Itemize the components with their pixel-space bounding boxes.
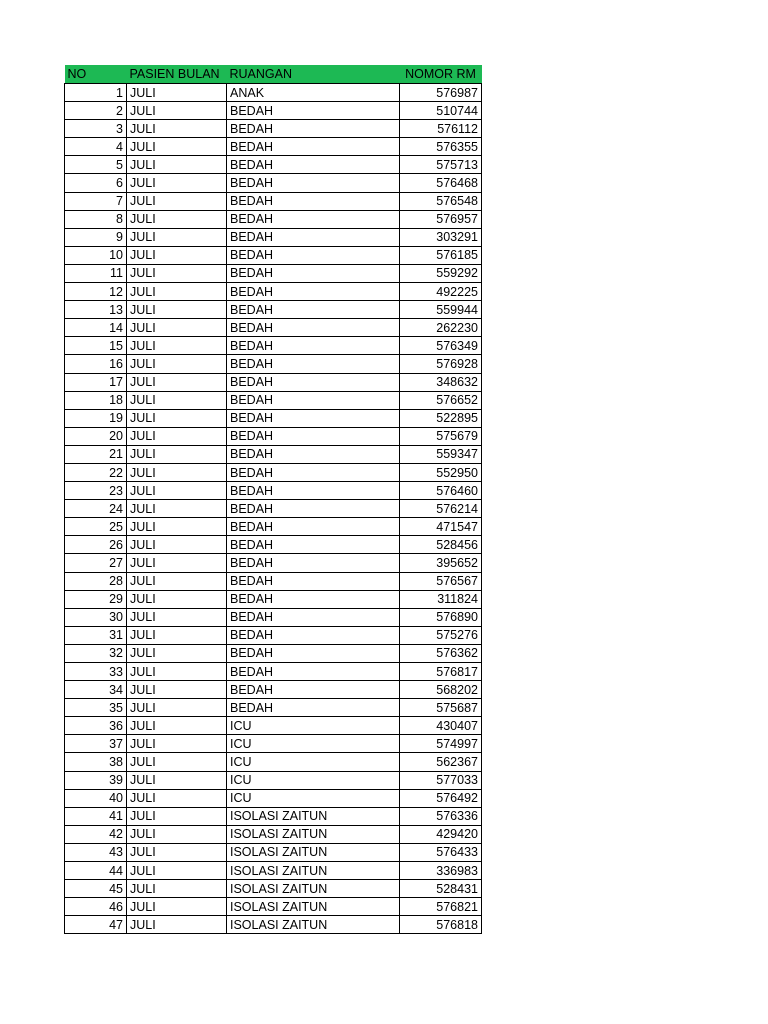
cell-ruangan: BEDAH: [227, 174, 400, 192]
cell-pasien-bulan: JULI: [127, 789, 227, 807]
table-body: [65, 84, 482, 934]
cell-pasien-bulan: JULI: [127, 427, 227, 445]
cell-pasien-bulan: JULI: [127, 554, 227, 572]
table-row: [65, 138, 482, 156]
cell-ruangan: BEDAH: [227, 120, 400, 138]
cell-pasien-bulan: JULI: [127, 699, 227, 717]
cell-ruangan: BEDAH: [227, 301, 400, 319]
cell-no: 28: [65, 572, 127, 590]
cell-no: 22: [65, 463, 127, 481]
table-row: [65, 283, 482, 301]
table-row: [65, 916, 482, 934]
cell-ruangan: ICU: [227, 735, 400, 753]
table-row: [65, 301, 482, 319]
cell-ruangan: BEDAH: [227, 102, 400, 120]
cell-no: 27: [65, 554, 127, 572]
cell-no: 30: [65, 608, 127, 626]
cell-nomor-rm: 576957: [400, 210, 482, 228]
cell-ruangan: BEDAH: [227, 681, 400, 699]
cell-no: 24: [65, 500, 127, 518]
cell-no: 17: [65, 373, 127, 391]
cell-ruangan: BEDAH: [227, 264, 400, 282]
table-row: [65, 626, 482, 644]
cell-ruangan: ISOLASI ZAITUN: [227, 880, 400, 898]
cell-ruangan: BEDAH: [227, 663, 400, 681]
cell-nomor-rm: 576433: [400, 843, 482, 861]
table-row: [65, 572, 482, 590]
cell-pasien-bulan: JULI: [127, 608, 227, 626]
cell-pasien-bulan: JULI: [127, 156, 227, 174]
cell-nomor-rm: 562367: [400, 753, 482, 771]
cell-pasien-bulan: JULI: [127, 898, 227, 916]
table-row: [65, 644, 482, 662]
cell-ruangan: BEDAH: [227, 427, 400, 445]
table-row: [65, 482, 482, 500]
table-row: [65, 536, 482, 554]
cell-nomor-rm: 576928: [400, 355, 482, 373]
cell-nomor-rm: 575276: [400, 626, 482, 644]
table-row: [65, 84, 482, 102]
cell-ruangan: BEDAH: [227, 210, 400, 228]
cell-no: 9: [65, 228, 127, 246]
cell-pasien-bulan: JULI: [127, 355, 227, 373]
cell-pasien-bulan: JULI: [127, 174, 227, 192]
cell-pasien-bulan: JULI: [127, 825, 227, 843]
cell-ruangan: BEDAH: [227, 283, 400, 301]
cell-ruangan: BEDAH: [227, 590, 400, 608]
cell-ruangan: BEDAH: [227, 518, 400, 536]
cell-ruangan: BEDAH: [227, 355, 400, 373]
cell-pasien-bulan: JULI: [127, 210, 227, 228]
table-row: [65, 319, 482, 337]
cell-no: 8: [65, 210, 127, 228]
header-row: [65, 65, 482, 84]
cell-ruangan: BEDAH: [227, 626, 400, 644]
cell-no: 16: [65, 355, 127, 373]
cell-no: 18: [65, 391, 127, 409]
cell-nomor-rm: 576349: [400, 337, 482, 355]
cell-pasien-bulan: JULI: [127, 391, 227, 409]
cell-pasien-bulan: JULI: [127, 717, 227, 735]
cell-no: 25: [65, 518, 127, 536]
cell-nomor-rm: 430407: [400, 717, 482, 735]
cell-pasien-bulan: JULI: [127, 626, 227, 644]
cell-no: 14: [65, 319, 127, 337]
cell-no: 15: [65, 337, 127, 355]
cell-no: 7: [65, 192, 127, 210]
cell-ruangan: ICU: [227, 717, 400, 735]
cell-ruangan: ISOLASI ZAITUN: [227, 862, 400, 880]
table-row: [65, 174, 482, 192]
cell-ruangan: BEDAH: [227, 138, 400, 156]
cell-no: 37: [65, 735, 127, 753]
table-row: [65, 825, 482, 843]
cell-nomor-rm: 576214: [400, 500, 482, 518]
cell-no: 33: [65, 663, 127, 681]
cell-ruangan: ICU: [227, 789, 400, 807]
cell-nomor-rm: 348632: [400, 373, 482, 391]
cell-nomor-rm: 552950: [400, 463, 482, 481]
table-row: [65, 843, 482, 861]
cell-no: 26: [65, 536, 127, 554]
cell-nomor-rm: 492225: [400, 283, 482, 301]
table-row: [65, 735, 482, 753]
cell-pasien-bulan: JULI: [127, 445, 227, 463]
cell-ruangan: BEDAH: [227, 409, 400, 427]
cell-nomor-rm: 576468: [400, 174, 482, 192]
cell-ruangan: BEDAH: [227, 337, 400, 355]
cell-pasien-bulan: JULI: [127, 84, 227, 102]
cell-no: 47: [65, 916, 127, 934]
table-row: [65, 699, 482, 717]
cell-no: 6: [65, 174, 127, 192]
table-row: [65, 807, 482, 825]
cell-no: 21: [65, 445, 127, 463]
header-nomor-rm: NOMOR RM: [400, 65, 482, 84]
cell-pasien-bulan: JULI: [127, 880, 227, 898]
table-row: [65, 373, 482, 391]
header-pasien-bulan: PASIEN BULAN: [127, 65, 227, 84]
cell-ruangan: BEDAH: [227, 482, 400, 500]
cell-pasien-bulan: JULI: [127, 644, 227, 662]
table-row: [65, 102, 482, 120]
table-row: [65, 391, 482, 409]
cell-pasien-bulan: JULI: [127, 771, 227, 789]
cell-nomor-rm: 576336: [400, 807, 482, 825]
table-row: [65, 192, 482, 210]
cell-no: 40: [65, 789, 127, 807]
cell-no: 46: [65, 898, 127, 916]
cell-no: 29: [65, 590, 127, 608]
cell-no: 20: [65, 427, 127, 445]
cell-nomor-rm: 576185: [400, 246, 482, 264]
cell-no: 10: [65, 246, 127, 264]
cell-pasien-bulan: JULI: [127, 862, 227, 880]
cell-no: 39: [65, 771, 127, 789]
patient-table: [64, 65, 482, 934]
cell-no: 41: [65, 807, 127, 825]
cell-pasien-bulan: JULI: [127, 264, 227, 282]
cell-nomor-rm: 577033: [400, 771, 482, 789]
table-row: [65, 663, 482, 681]
cell-ruangan: BEDAH: [227, 644, 400, 662]
cell-ruangan: ISOLASI ZAITUN: [227, 916, 400, 934]
cell-no: 38: [65, 753, 127, 771]
cell-ruangan: BEDAH: [227, 156, 400, 174]
cell-nomor-rm: 510744: [400, 102, 482, 120]
cell-nomor-rm: 471547: [400, 518, 482, 536]
cell-nomor-rm: 303291: [400, 228, 482, 246]
header-ruangan: RUANGAN: [227, 65, 400, 84]
table-row: [65, 771, 482, 789]
cell-nomor-rm: 576355: [400, 138, 482, 156]
cell-pasien-bulan: JULI: [127, 463, 227, 481]
cell-ruangan: ICU: [227, 771, 400, 789]
cell-no: 19: [65, 409, 127, 427]
cell-pasien-bulan: JULI: [127, 518, 227, 536]
cell-nomor-rm: 528456: [400, 536, 482, 554]
cell-pasien-bulan: JULI: [127, 663, 227, 681]
table-row: [65, 120, 482, 138]
cell-no: 1: [65, 84, 127, 102]
cell-ruangan: ISOLASI ZAITUN: [227, 825, 400, 843]
cell-pasien-bulan: JULI: [127, 681, 227, 699]
cell-no: 4: [65, 138, 127, 156]
table-row: [65, 608, 482, 626]
cell-no: 23: [65, 482, 127, 500]
cell-nomor-rm: 576492: [400, 789, 482, 807]
cell-pasien-bulan: JULI: [127, 409, 227, 427]
cell-nomor-rm: 575713: [400, 156, 482, 174]
cell-ruangan: BEDAH: [227, 500, 400, 518]
cell-nomor-rm: 568202: [400, 681, 482, 699]
cell-no: 12: [65, 283, 127, 301]
cell-nomor-rm: 559347: [400, 445, 482, 463]
cell-nomor-rm: 576652: [400, 391, 482, 409]
cell-no: 34: [65, 681, 127, 699]
table-row: [65, 789, 482, 807]
cell-pasien-bulan: JULI: [127, 138, 227, 156]
cell-no: 31: [65, 626, 127, 644]
cell-nomor-rm: 576460: [400, 482, 482, 500]
cell-nomor-rm: 576112: [400, 120, 482, 138]
cell-ruangan: BEDAH: [227, 246, 400, 264]
cell-ruangan: BEDAH: [227, 554, 400, 572]
cell-pasien-bulan: JULI: [127, 228, 227, 246]
cell-ruangan: BEDAH: [227, 699, 400, 717]
cell-pasien-bulan: JULI: [127, 373, 227, 391]
cell-nomor-rm: 576821: [400, 898, 482, 916]
cell-nomor-rm: 576548: [400, 192, 482, 210]
cell-nomor-rm: 576817: [400, 663, 482, 681]
cell-pasien-bulan: JULI: [127, 283, 227, 301]
table-row: [65, 228, 482, 246]
cell-pasien-bulan: JULI: [127, 590, 227, 608]
cell-nomor-rm: 528431: [400, 880, 482, 898]
table-row: [65, 463, 482, 481]
cell-pasien-bulan: JULI: [127, 337, 227, 355]
table-row: [65, 681, 482, 699]
cell-nomor-rm: 559944: [400, 301, 482, 319]
table-row: [65, 554, 482, 572]
cell-nomor-rm: 576362: [400, 644, 482, 662]
cell-ruangan: BEDAH: [227, 463, 400, 481]
cell-ruangan: ISOLASI ZAITUN: [227, 807, 400, 825]
cell-pasien-bulan: JULI: [127, 319, 227, 337]
cell-pasien-bulan: JULI: [127, 753, 227, 771]
cell-nomor-rm: 576567: [400, 572, 482, 590]
cell-pasien-bulan: JULI: [127, 192, 227, 210]
cell-no: 13: [65, 301, 127, 319]
table-row: [65, 862, 482, 880]
table-row: [65, 880, 482, 898]
table-row: [65, 427, 482, 445]
cell-pasien-bulan: JULI: [127, 301, 227, 319]
cell-pasien-bulan: JULI: [127, 102, 227, 120]
cell-nomor-rm: 311824: [400, 590, 482, 608]
cell-no: 44: [65, 862, 127, 880]
cell-no: 36: [65, 717, 127, 735]
table-row: [65, 500, 482, 518]
cell-no: 43: [65, 843, 127, 861]
table-row: [65, 717, 482, 735]
cell-ruangan: BEDAH: [227, 391, 400, 409]
cell-pasien-bulan: JULI: [127, 120, 227, 138]
cell-ruangan: BEDAH: [227, 445, 400, 463]
cell-ruangan: BEDAH: [227, 536, 400, 554]
cell-no: 45: [65, 880, 127, 898]
cell-no: 3: [65, 120, 127, 138]
cell-nomor-rm: 575679: [400, 427, 482, 445]
table-row: [65, 210, 482, 228]
table-row: [65, 264, 482, 282]
table-row: [65, 156, 482, 174]
cell-nomor-rm: 262230: [400, 319, 482, 337]
cell-pasien-bulan: JULI: [127, 807, 227, 825]
table-row: [65, 753, 482, 771]
cell-nomor-rm: 429420: [400, 825, 482, 843]
cell-nomor-rm: 336983: [400, 862, 482, 880]
cell-nomor-rm: 559292: [400, 264, 482, 282]
cell-pasien-bulan: JULI: [127, 572, 227, 590]
table-row: [65, 445, 482, 463]
table-row: [65, 518, 482, 536]
cell-pasien-bulan: JULI: [127, 735, 227, 753]
cell-nomor-rm: 395652: [400, 554, 482, 572]
cell-no: 5: [65, 156, 127, 174]
cell-ruangan: BEDAH: [227, 608, 400, 626]
cell-no: 2: [65, 102, 127, 120]
cell-nomor-rm: 574997: [400, 735, 482, 753]
cell-ruangan: ANAK: [227, 84, 400, 102]
cell-pasien-bulan: JULI: [127, 916, 227, 934]
cell-ruangan: BEDAH: [227, 572, 400, 590]
cell-no: 42: [65, 825, 127, 843]
cell-pasien-bulan: JULI: [127, 536, 227, 554]
table-row: [65, 337, 482, 355]
cell-nomor-rm: 576987: [400, 84, 482, 102]
cell-ruangan: BEDAH: [227, 373, 400, 391]
cell-ruangan: ISOLASI ZAITUN: [227, 843, 400, 861]
cell-no: 35: [65, 699, 127, 717]
table-row: [65, 409, 482, 427]
cell-nomor-rm: 576890: [400, 608, 482, 626]
table-row: [65, 590, 482, 608]
header-no: NO: [65, 65, 127, 84]
cell-ruangan: BEDAH: [227, 228, 400, 246]
cell-pasien-bulan: JULI: [127, 843, 227, 861]
cell-nomor-rm: 576818: [400, 916, 482, 934]
cell-no: 32: [65, 644, 127, 662]
cell-pasien-bulan: JULI: [127, 500, 227, 518]
table-row: [65, 898, 482, 916]
cell-ruangan: ISOLASI ZAITUN: [227, 898, 400, 916]
cell-ruangan: BEDAH: [227, 192, 400, 210]
cell-pasien-bulan: JULI: [127, 482, 227, 500]
cell-nomor-rm: 522895: [400, 409, 482, 427]
cell-ruangan: ICU: [227, 753, 400, 771]
cell-no: 11: [65, 264, 127, 282]
table-row: [65, 355, 482, 373]
table-row: [65, 246, 482, 264]
cell-nomor-rm: 575687: [400, 699, 482, 717]
cell-pasien-bulan: JULI: [127, 246, 227, 264]
cell-ruangan: BEDAH: [227, 319, 400, 337]
